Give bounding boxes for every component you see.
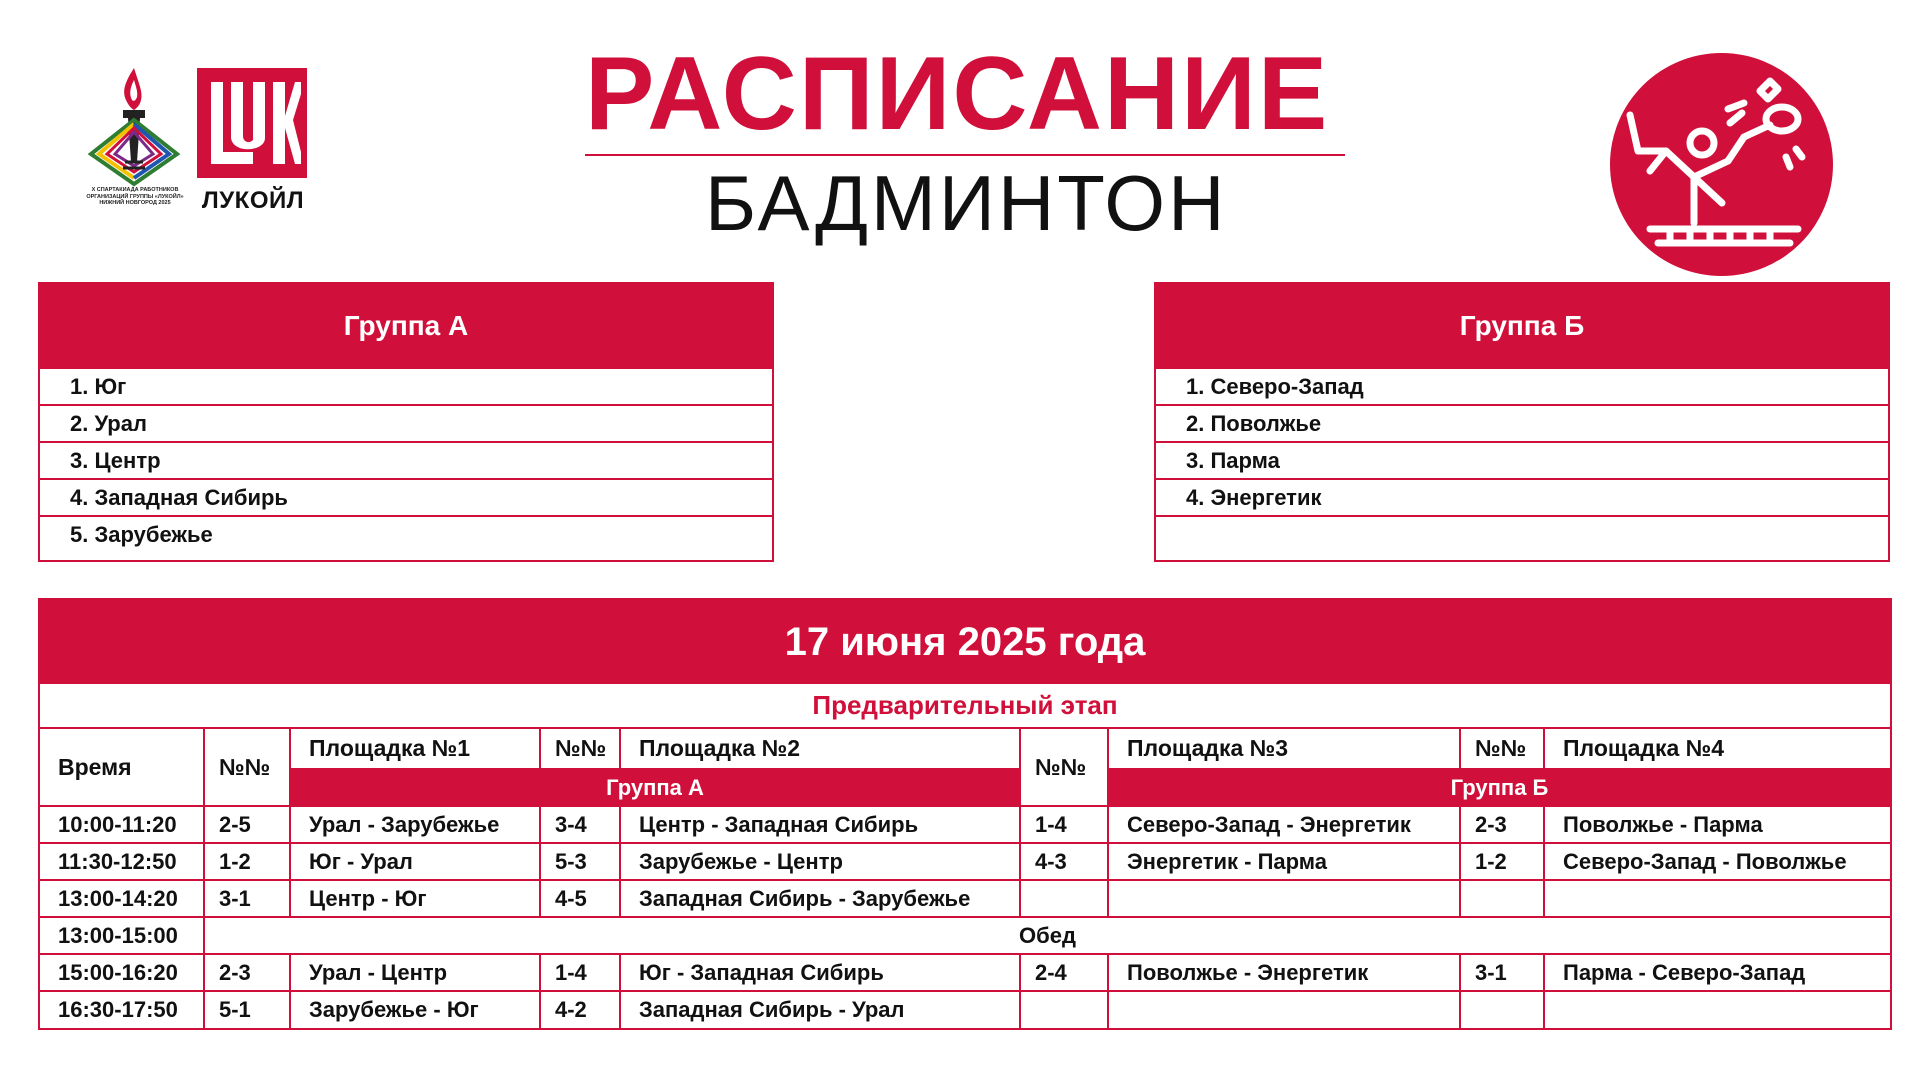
badminton-player-icon (1610, 53, 1833, 276)
lukoil-logo-icon (197, 68, 307, 178)
match-court-3: Поволжье - Энергетик (1108, 954, 1460, 991)
header-num: №№ (1460, 729, 1544, 769)
group-b-team (1156, 515, 1888, 552)
group-b-team: 1. Северо-Запад (1156, 367, 1888, 404)
match-court-2: Центр - Западная Сибирь (620, 806, 1020, 843)
schedule-stage: Предварительный этап (40, 684, 1890, 729)
match-court-1: Центр - Юг (290, 880, 540, 917)
table-row (40, 806, 1890, 843)
match-time: 13:00-14:20 (40, 880, 204, 917)
match-num (1020, 991, 1108, 1028)
group-b-table (1154, 282, 1890, 562)
match-court-1: Урал - Центр (290, 954, 540, 991)
match-court-3: Северо-Запад - Энергетик (1108, 806, 1460, 843)
schedule-grid (40, 729, 1890, 1028)
header-num: №№ (204, 729, 290, 806)
match-court-3: Энергетик - Парма (1108, 843, 1460, 880)
match-num: 4-2 (540, 991, 620, 1028)
match-court-1: Зарубежье - Юг (290, 991, 540, 1028)
match-num: 3-1 (204, 880, 290, 917)
spartakiad-caption-line: ОРГАНИЗАЦИЙ ГРУППЫ «ЛУКОЙЛ» (86, 193, 184, 200)
match-num: 2-4 (1020, 954, 1108, 991)
group-a-team: 4. Западная Сибирь (40, 478, 772, 515)
header-num: №№ (540, 729, 620, 769)
page-subtitle: БАДМИНТОН (705, 159, 1228, 247)
match-court-1: Урал - Зарубежье (290, 806, 540, 843)
match-court-4 (1544, 880, 1890, 917)
group-a-title: Группа А (40, 284, 772, 367)
match-num: 2-3 (1460, 806, 1544, 843)
header-time: Время (40, 729, 204, 806)
group-b-team: 2. Поволжье (1156, 404, 1888, 441)
match-num: 1-4 (540, 954, 620, 991)
match-court-2: Зарубежье - Центр (620, 843, 1020, 880)
table-row (40, 880, 1890, 917)
table-row (40, 991, 1890, 1028)
header-court-2: Площадка №2 (620, 729, 1020, 769)
match-num (1460, 880, 1544, 917)
match-court-3 (1108, 880, 1460, 917)
header-court-4: Площадка №4 (1544, 729, 1890, 769)
header-court-3: Площадка №3 (1108, 729, 1460, 769)
header-num: №№ (1020, 729, 1108, 806)
header-group-a: Группа А (290, 769, 1020, 806)
match-time: 11:30-12:50 (40, 843, 204, 880)
match-court-1: Юг - Урал (290, 843, 540, 880)
lunch-time: 13:00-15:00 (40, 917, 204, 954)
group-a-team: 5. Зарубежье (40, 515, 772, 552)
group-b-team: 4. Энергетик (1156, 478, 1888, 515)
group-a-team: 3. Центр (40, 441, 772, 478)
page-title: РАСПИСАНИЕ (585, 36, 1330, 152)
match-num: 1-4 (1020, 806, 1108, 843)
lunch-label: Обед (204, 917, 1890, 954)
group-a-team: 2. Урал (40, 404, 772, 441)
match-num: 1-2 (204, 843, 290, 880)
match-court-4: Поволжье - Парма (1544, 806, 1890, 843)
match-court-4: Северо-Запад - Поволжье (1544, 843, 1890, 880)
match-num: 5-1 (204, 991, 290, 1028)
match-court-2: Западная Сибирь - Урал (620, 991, 1020, 1028)
match-num: 4-5 (540, 880, 620, 917)
match-time: 16:30-17:50 (40, 991, 204, 1028)
match-num: 3-4 (540, 806, 620, 843)
match-num: 2-3 (204, 954, 290, 991)
group-a-table (38, 282, 774, 562)
table-row (40, 843, 1890, 880)
spartakiad-caption-line: Х СПАРТАКИАДА РАБОТНИКОВ (91, 187, 179, 193)
header-group-b: Группа Б (1108, 769, 1890, 806)
group-b-team: 3. Парма (1156, 441, 1888, 478)
header-court-1: Площадка №1 (290, 729, 540, 769)
group-a-team: 1. Юг (40, 367, 772, 404)
table-row (40, 954, 1890, 991)
group-b-title: Группа Б (1156, 284, 1888, 367)
match-court-4: Парма - Северо-Запад (1544, 954, 1890, 991)
match-num: 2-5 (204, 806, 290, 843)
spartakiad-caption (85, 187, 185, 207)
match-court-2: Западная Сибирь - Зарубежье (620, 880, 1020, 917)
match-num: 1-2 (1460, 843, 1544, 880)
schedule-table (38, 598, 1892, 1030)
spartakiad-caption-line: НИЖНИЙ НОВГОРОД 2025 (99, 200, 171, 206)
match-court-2: Юг - Западная Сибирь (620, 954, 1020, 991)
title-divider (585, 154, 1345, 156)
match-court-4 (1544, 991, 1890, 1028)
match-court-3 (1108, 991, 1460, 1028)
match-num (1460, 991, 1544, 1028)
match-num: 5-3 (540, 843, 620, 880)
lunch-row (40, 917, 1890, 954)
schedule-date: 17 июня 2025 года (40, 600, 1890, 684)
match-num: 3-1 (1460, 954, 1544, 991)
match-time: 15:00-16:20 (40, 954, 204, 991)
match-num: 4-3 (1020, 843, 1108, 880)
lukoil-name: ЛУКОЙЛ (201, 187, 305, 214)
header-logos (85, 62, 315, 222)
match-num (1020, 880, 1108, 917)
match-time: 10:00-11:20 (40, 806, 204, 843)
